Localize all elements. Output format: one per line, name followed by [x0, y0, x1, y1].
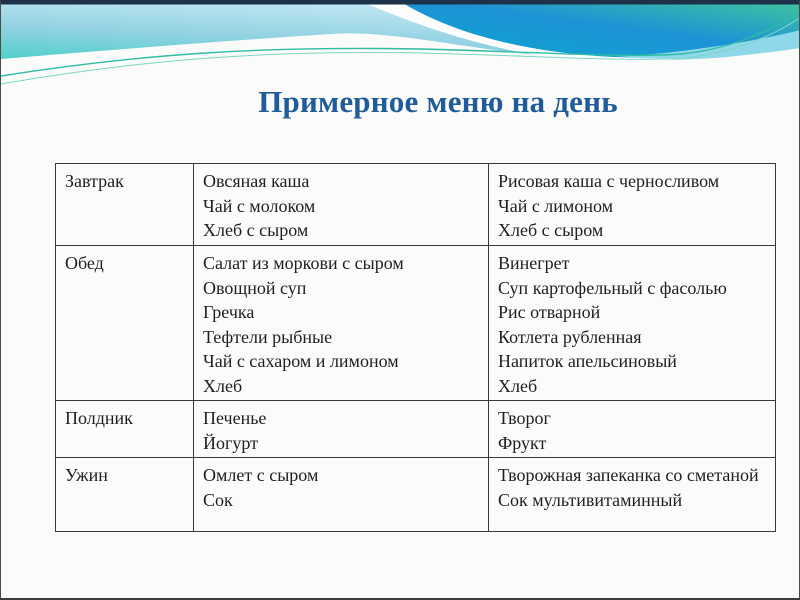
menu-item: Чай с лимоном: [498, 195, 613, 216]
menu-item: Котлета рубленная: [498, 326, 642, 347]
menu-variant2-cell: [489, 401, 776, 458]
table-row-snack: [56, 401, 776, 458]
menu-item: Салат из моркови с сыром: [203, 253, 404, 273]
menu-item: Творог: [498, 408, 551, 428]
menu-item: Гречка: [203, 302, 255, 322]
menu-item: Рисовая каша с черносливом: [498, 171, 720, 191]
menu-item: Печенье: [203, 408, 267, 428]
menu-item: Фрукт: [498, 432, 547, 453]
menu-item: Напиток апельсиновый: [498, 351, 677, 371]
menu-table: [55, 163, 776, 532]
menu-variant2-cell: [489, 164, 776, 246]
menu-item: Йогурт: [203, 432, 259, 453]
meal-name-cell: [56, 458, 194, 532]
meal-name: Ужин: [65, 465, 108, 485]
menu-item: Овсяная каша: [203, 171, 310, 191]
menu-variant1-cell: [194, 458, 489, 532]
table-row-dinner: [56, 458, 776, 532]
top-border-bar: [1, 2, 800, 5]
menu-item: Суп картофельный с фасолью: [498, 277, 727, 298]
menu-item: Овощной суп: [203, 277, 307, 298]
menu-item: Хлеб с сыром: [203, 220, 309, 240]
menu-item: Тефтели рыбные: [203, 326, 333, 347]
menu-variant1-cell: [194, 246, 489, 401]
meal-name-cell: [56, 401, 194, 458]
menu-item: Винегрет: [498, 253, 570, 273]
meal-name-cell: [56, 246, 194, 401]
menu-item: Хлеб: [498, 375, 538, 396]
meal-name: Полдник: [65, 408, 133, 428]
menu-item: Хлеб с сыром: [498, 220, 604, 240]
menu-item: Сок мультивитаминный: [498, 489, 683, 510]
menu-item: Творожная запеканка со сметаной: [498, 465, 759, 485]
meal-name: Завтрак: [65, 171, 124, 191]
meal-name: Обед: [65, 253, 104, 273]
menu-item: Хлеб: [203, 375, 243, 396]
menu-item: Рис отварной: [498, 302, 601, 322]
menu-item: Омлет с сыром: [203, 465, 319, 485]
table-row-lunch: [56, 246, 776, 401]
menu-item: Чай с молоком: [203, 195, 316, 216]
menu-variant1-cell: [194, 401, 489, 458]
menu-variant2-cell: [489, 458, 776, 532]
menu-item: Чай с сахаром и лимоном: [203, 351, 399, 371]
meal-name-cell: [56, 164, 194, 246]
slide-title: Примерное меню на день: [258, 84, 618, 119]
menu-variant1-cell: [194, 164, 489, 246]
menu-variant2-cell: [489, 246, 776, 401]
table-row-breakfast: [56, 164, 776, 246]
menu-item: Сок: [203, 489, 233, 510]
